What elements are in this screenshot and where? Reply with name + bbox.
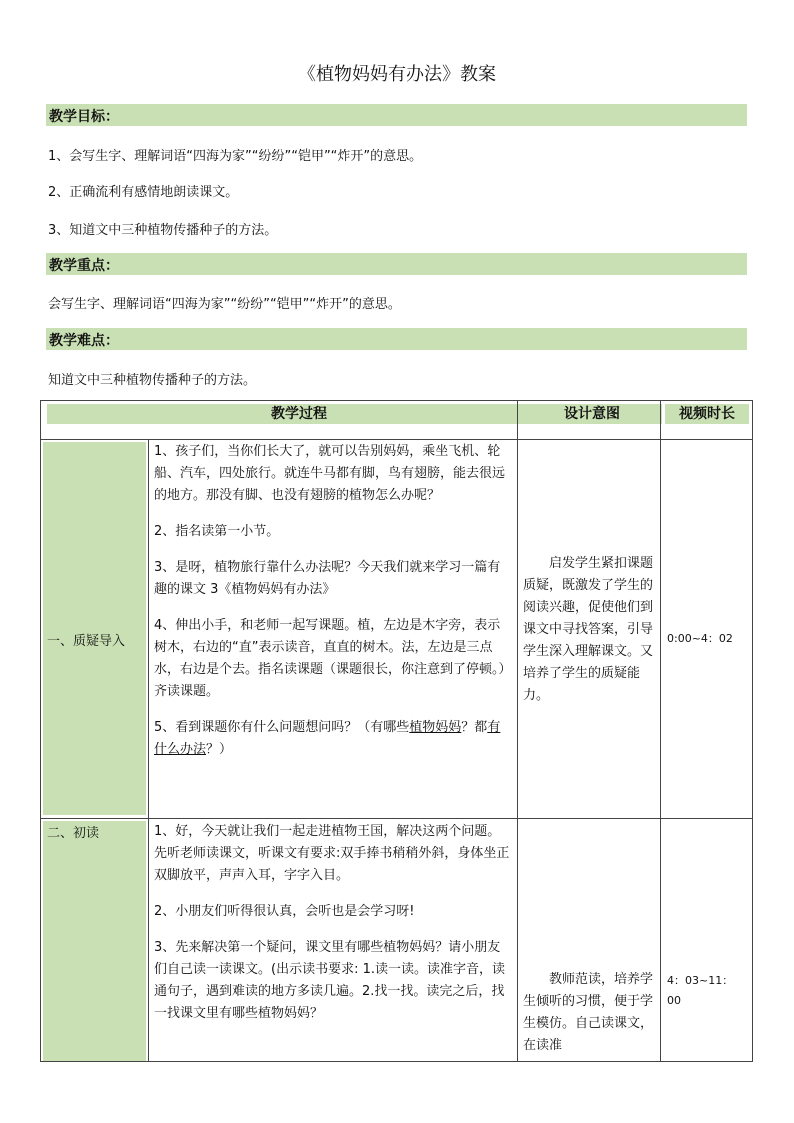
- process-steps: [154, 441, 512, 761]
- design-intent: 教师范读，培养学生倾听的习惯，便于学生模仿。自己读课文，在读准: [523, 972, 654, 1053]
- column-divider: [148, 439, 149, 1061]
- process-step: 1、好，今天就让我们一起走进植物王国，解决这两个问题。先听老师读课文，听课文有要求:双手捧书稍稍外斜，身体坐正双脚放平，声声入耳，字字入目。: [154, 824, 510, 883]
- video-duration: 4：03~11：00: [667, 974, 734, 1007]
- process-step: 1、孩子们，当你们长大了，就可以告别妈妈，乘坐飞机、轮船、汽车，四处旅行。就连牛马都有脚，鸟有翅膀，能去很远的地方。那没有脚、也没有翅膀的植物怎么办呢？: [154, 444, 506, 503]
- objectives-heading: 教学目标：: [49, 109, 119, 125]
- process-step: 3、是呀，植物旅行靠什么办法呢？今天我们就来学习一篇有趣的课文 3《植物妈妈有办法》: [154, 560, 501, 597]
- objective-item: 3、知道文中三种植物传播种子的方法。: [48, 223, 278, 238]
- video-duration: 0:00~4：02: [667, 632, 733, 645]
- process-step: 2、小朋友们听得很认真，会听也是会学习呀!: [154, 904, 415, 919]
- stage-cell-bg: [43, 821, 146, 1061]
- process-step: 3、先来解决第一个疑问，课文里有哪些植物妈妈？请小朋友们自己读一读课文。(出示读书要求: 1.读一读。读准字音，读通句子，遇到难读的地方多读几遍。2.找一找。读完之后，找一找课文里有哪些植物妈妈？: [154, 940, 505, 1021]
- step-text: ？）: [206, 742, 233, 757]
- page-title: 《植物妈妈有办法》教案: [298, 64, 496, 85]
- step-text: ？都: [461, 720, 488, 735]
- objective-item: 1、会写生字、理解词语“四海为家”“纷纷”“铠甲”“炸开”的意思。: [48, 149, 423, 164]
- difficulties-heading-band: [46, 328, 747, 350]
- process-step: [154, 717, 512, 761]
- stage-label: 一、质疑导入: [47, 634, 126, 649]
- underlined-text: 植物妈妈: [409, 720, 462, 735]
- column-divider: [660, 401, 661, 1061]
- process-step: 4、伸出小手，和老师一起写课题。植，左边是木字旁，表示树木，右边的“直”表示读音，直直的树木。法，左边是三点水，右边是个去。指名读课题（课题很长，你注意到了停顿。）齐读课题。: [154, 618, 512, 699]
- lesson-process-table: [40, 400, 753, 1062]
- process-step: 2、指名读第一小节。: [154, 524, 280, 539]
- header-intent: 设计意图: [522, 404, 662, 424]
- header-process: 教学过程: [47, 404, 551, 424]
- key-points-text: 会写生字、理解词语“四海为家”“纷纷”“铠甲”“炸开”的意思。: [48, 297, 401, 312]
- difficulties-text: 知道文中三种植物传播种子的方法。: [48, 373, 257, 388]
- row-divider: [41, 818, 752, 819]
- stage-label: 二、初读: [47, 826, 100, 841]
- key-points-heading: 教学重点：: [49, 258, 119, 274]
- header-duration: 视频时长: [665, 404, 749, 424]
- objective-item: 2、正确流利有感情地朗读课文。: [48, 185, 239, 200]
- process-steps: [154, 821, 512, 1025]
- key-points-heading-band: [46, 253, 747, 275]
- difficulties-heading: 教学难点：: [49, 333, 119, 349]
- design-intent: 启发学生紧扣课题质疑，既激发了学生的阅读兴趣，促使他们到课文中寻找答案，引导学生深入理解课文。又培养了学生的质疑能力。: [523, 556, 654, 703]
- objectives-heading-band: [46, 104, 747, 126]
- stage-cell-bg: [43, 442, 146, 815]
- underlined-text: 有什么办法: [154, 720, 501, 757]
- row-divider: [41, 439, 752, 440]
- column-divider: [517, 401, 518, 1061]
- step-text: 5、看到课题你有什么问题想问吗？（有哪些: [154, 720, 410, 735]
